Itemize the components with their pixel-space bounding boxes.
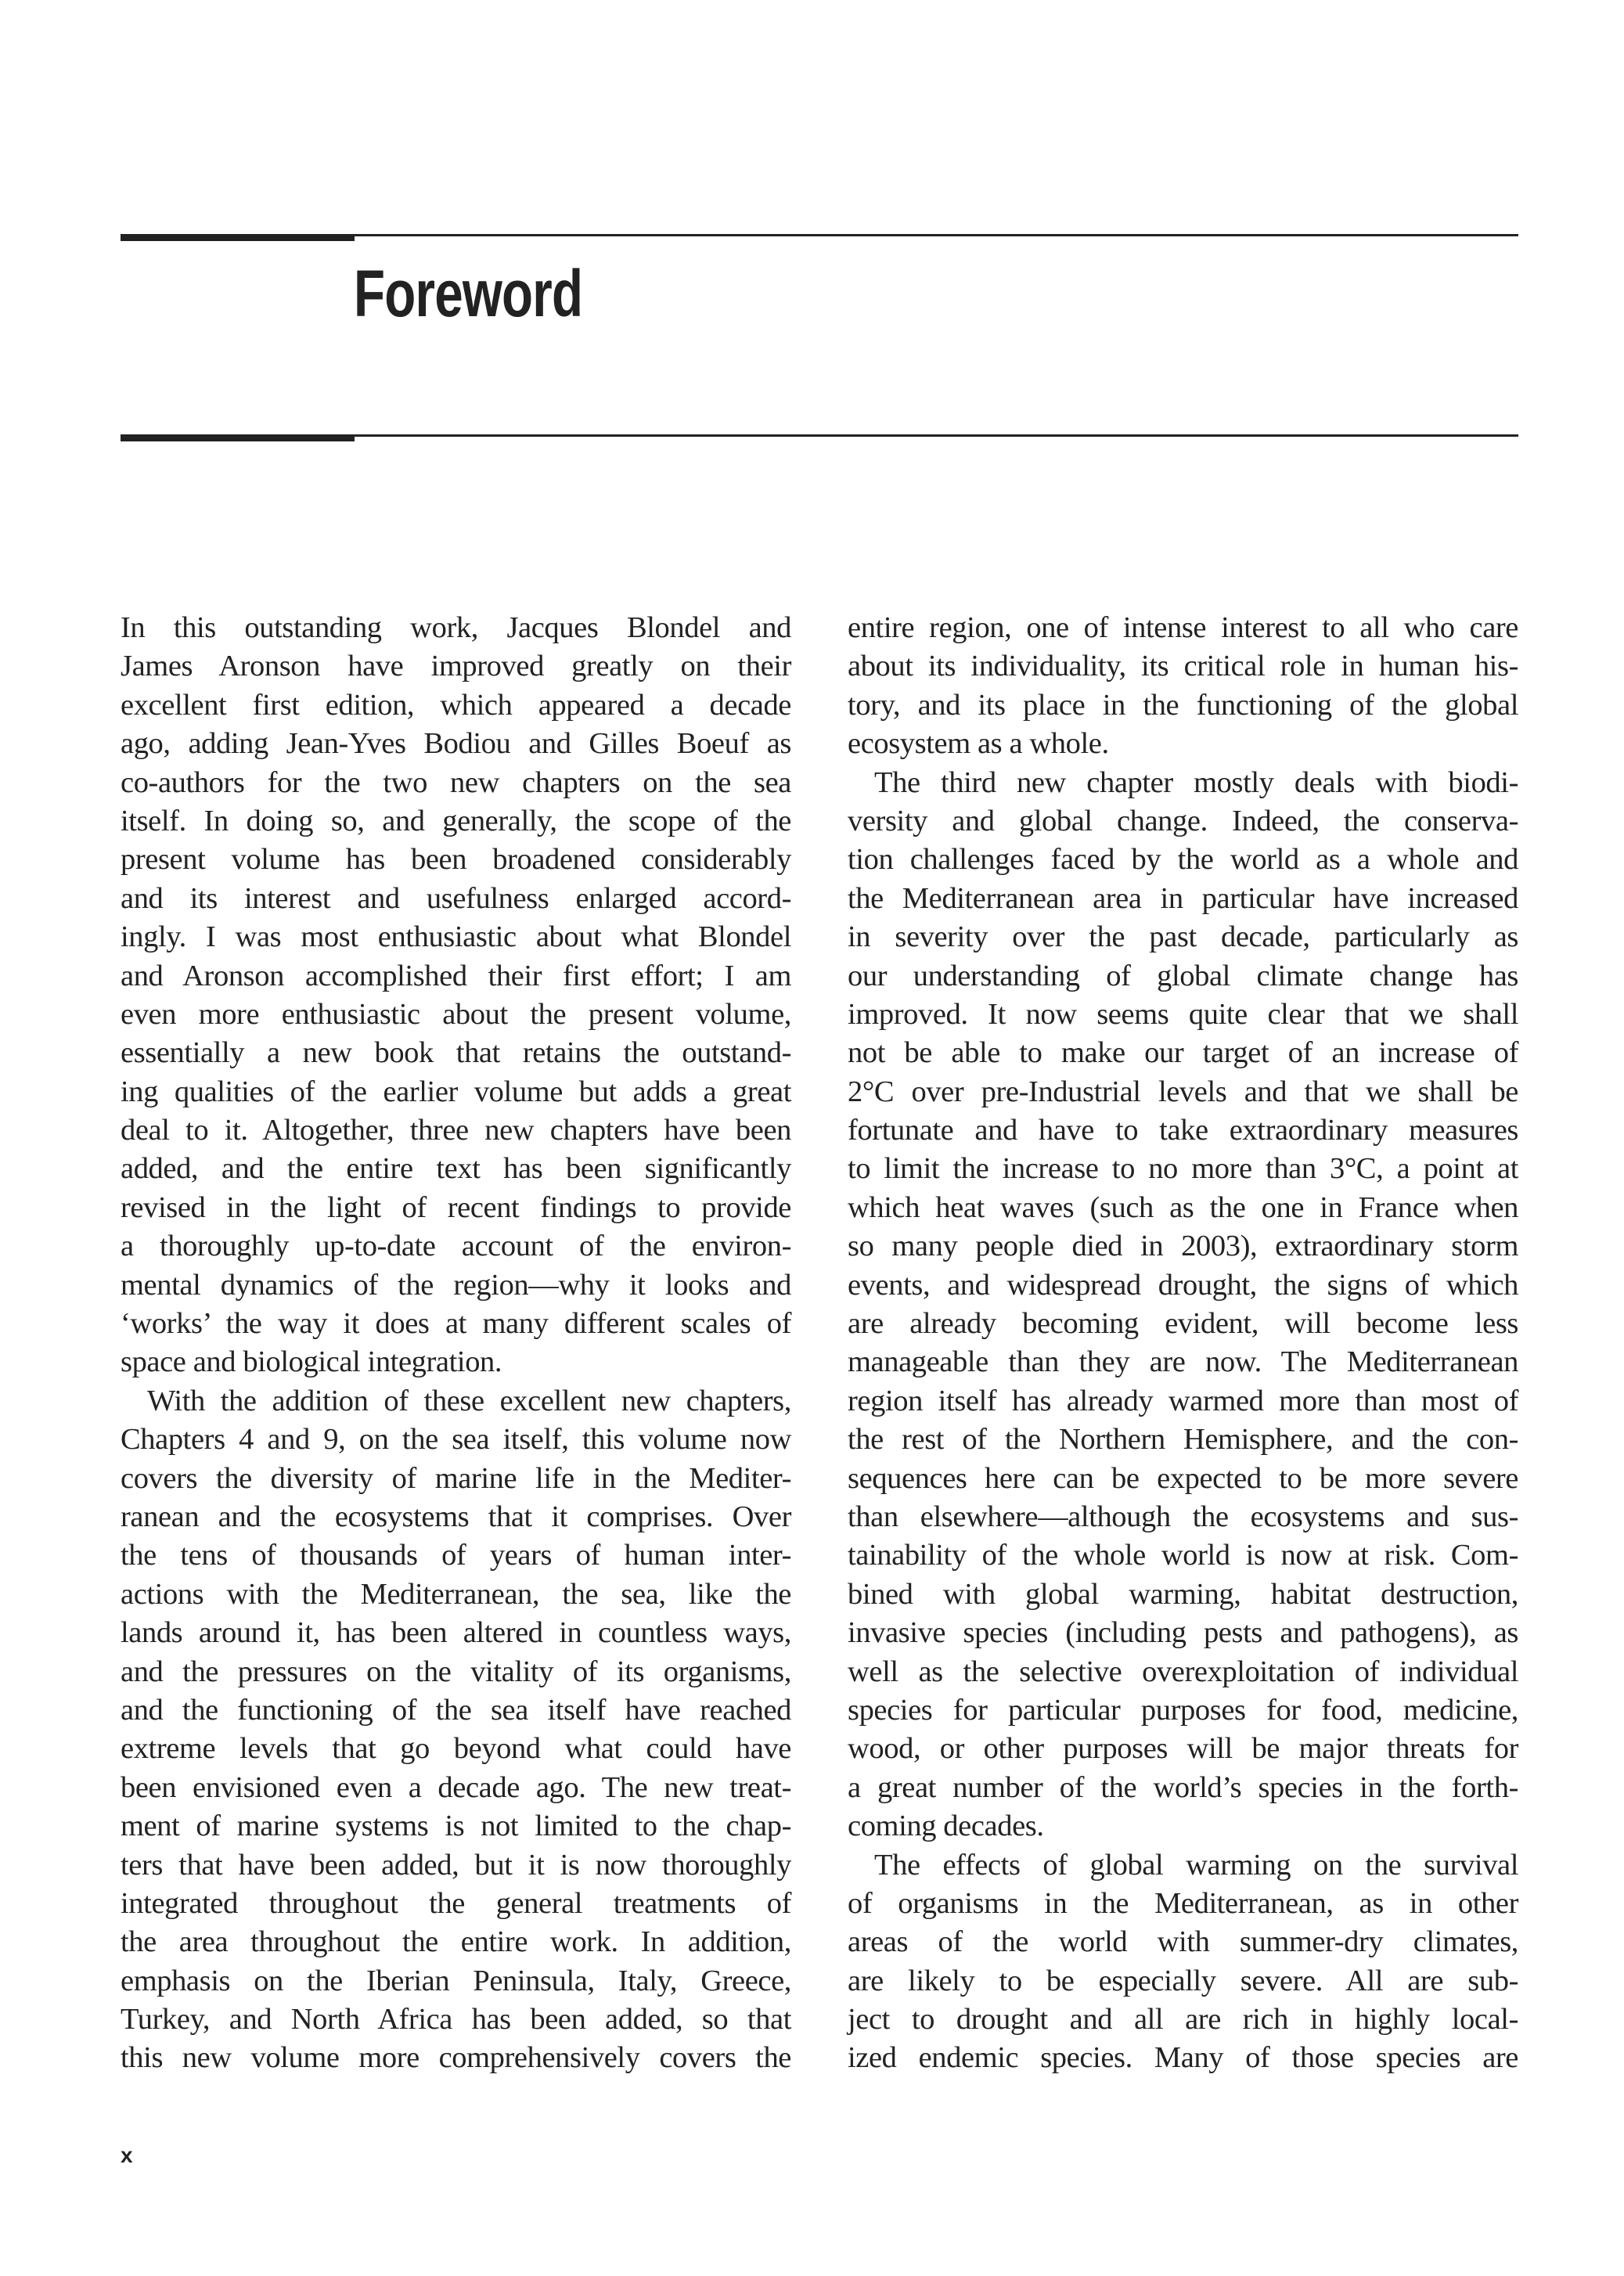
text-line: ago, adding Jean-Yves Bodiou and Gilles Boeuf as (121, 727, 791, 761)
text-line: deal to it. Altogether, three new chapters have been (121, 1114, 791, 1147)
text-line: events, and widespread drought, the signs of which (848, 1268, 1518, 1302)
text-line: about its individuality, its critical role in human his- (848, 650, 1518, 683)
text-line: co-authors for the two new chapters on the sea (121, 765, 791, 799)
text-line: been envisioned even a decade ago. The new treat- (121, 1770, 791, 1804)
right-text-column (848, 609, 1518, 2078)
text-line: well as the selective overexploitation of individual (848, 1655, 1518, 1688)
text-line: ranean and the ecosystems that it comprises. Over (121, 1500, 791, 1533)
text-line: are likely to be especially severe. All are sub- (848, 1964, 1518, 1997)
text-line: and the pressures on the vitality of its organisms, (121, 1655, 791, 1688)
text-line: which heat waves (such as the one in France when (848, 1190, 1518, 1224)
text-line: tory, and its place in the functioning of the global (848, 688, 1518, 722)
left-text-column (121, 609, 791, 2078)
text-line: the tens of thousands of years of human inter- (121, 1539, 791, 1572)
text-line: ment of marine systems is not limited to the chap- (121, 1810, 791, 1843)
text-line: excellent first edition, which appeared a decade (121, 688, 791, 722)
text-line: to limit the increase to no more than 3°C, a point at (848, 1152, 1518, 1186)
text-line: James Aronson have improved greatly on their (121, 650, 791, 683)
text-line: integrated throughout the general treatments of (121, 1886, 791, 1920)
text-line: space and biological integration. (121, 1345, 502, 1379)
text-line: region itself has already warmed more than most of (848, 1384, 1518, 1417)
text-line: The third new chapter mostly deals with biodi- (874, 765, 1518, 799)
text-line: so many people died in 2003), extraordinary storm (848, 1230, 1518, 1263)
text-line: species for particular purposes for food, medicine, (848, 1693, 1518, 1727)
text-line: the Mediterranean area in particular have increased (848, 881, 1518, 915)
text-line: mental dynamics of the region—why it looks and (121, 1268, 791, 1302)
text-line: are already becoming evident, will become less (848, 1307, 1518, 1341)
text-line: extreme levels that go beyond what could have (121, 1732, 791, 1766)
text-line: revised in the light of recent findings to provide (121, 1190, 791, 1224)
text-line: ject to drought and all are rich in highly local- (848, 2003, 1518, 2037)
text-line: added, and the entire text has been significantly (121, 1152, 791, 1186)
text-line: tainability of the whole world is now at risk. Com- (848, 1539, 1518, 1572)
text-line: the rest of the Northern Hemisphere, and the con- (848, 1423, 1518, 1457)
text-line: a great number of the world’s species in the forth- (848, 1770, 1518, 1804)
text-line: of organisms in the Mediterranean, as in other (848, 1886, 1518, 1920)
text-line: covers the diversity of marine life in the Mediter- (121, 1461, 791, 1495)
text-line: ecosystem as a whole. (848, 727, 1109, 761)
text-line: even more enthusiastic about the present volume, (121, 997, 791, 1031)
text-line: emphasis on the Iberian Peninsula, Italy, Greece, (121, 1964, 791, 1997)
text-line: lands around it, has been altered in countless ways, (121, 1616, 791, 1650)
text-line: in severity over the past decade, particularly as (848, 920, 1518, 954)
text-line: ized endemic species. Many of those species are (848, 2041, 1518, 2075)
text-line: not be able to make our target of an increase of (848, 1036, 1518, 1070)
text-line: essentially a new book that retains the outstand- (121, 1036, 791, 1070)
text-line: ‘works’ the way it does at many different scales of (121, 1307, 791, 1341)
text-line: improved. It now seems quite clear that we shall (848, 997, 1518, 1031)
chapter-title: Foreword (354, 257, 583, 330)
text-line: itself. In doing so, and generally, the scope of the (121, 804, 791, 837)
top-chapter-rule (121, 234, 1518, 241)
thick-rule-bar (121, 434, 355, 441)
bottom-chapter-rule (121, 434, 1518, 441)
text-line: and its interest and usefulness enlarged accord- (121, 881, 791, 915)
text-line: sequences here can be expected to be more severe (848, 1461, 1518, 1495)
text-line: Chapters 4 and 9, on the sea itself, this volume now (121, 1423, 791, 1457)
text-line: wood, or other purposes will be major threats for (848, 1732, 1518, 1766)
text-line: ters that have been added, but it is now thoroughly (121, 1848, 791, 1882)
text-line: areas of the world with summer-dry climates, (848, 1925, 1518, 1959)
text-line: With the addition of these excellent new chapters, (147, 1384, 791, 1417)
thick-rule-bar (121, 234, 355, 241)
text-line: bined with global warming, habitat destruction, (848, 1577, 1518, 1611)
text-line: ing qualities of the earlier volume but adds a great (121, 1075, 791, 1108)
text-line: The effects of global warming on the survival (874, 1848, 1518, 1882)
text-line: invasive species (including pests and pathogens), as (848, 1616, 1518, 1650)
text-line: present volume has been broadened considerably (121, 843, 791, 877)
text-line: In this outstanding work, Jacques Blondel and (121, 611, 791, 644)
text-line: our understanding of global climate change has (848, 959, 1518, 992)
text-line: this new volume more comprehensively covers the (121, 2041, 791, 2075)
text-line: actions with the Mediterranean, the sea, like the (121, 1577, 791, 1611)
text-line: entire region, one of intense interest to all who care (848, 611, 1518, 644)
text-line: versity and global change. Indeed, the conserva- (848, 804, 1518, 837)
page-number: x (121, 2143, 133, 2167)
text-line: and the functioning of the sea itself have reached (121, 1693, 791, 1727)
text-line: tion challenges faced by the world as a whole and (848, 843, 1518, 877)
text-line: 2°C over pre-Industrial levels and that we shall be (848, 1075, 1518, 1108)
text-line: manageable than they are now. The Mediterranean (848, 1345, 1518, 1379)
text-line: coming decades. (848, 1810, 1044, 1843)
text-line: a thoroughly up-to-date account of the environ- (121, 1230, 791, 1263)
text-line: ingly. I was most enthusiastic about what Blondel (121, 920, 791, 954)
text-line: the area throughout the entire work. In addition, (121, 1925, 791, 1959)
text-line: and Aronson accomplished their first effort; I am (121, 959, 791, 992)
text-line: fortunate and have to take extraordinary measures (848, 1114, 1518, 1147)
text-line: Turkey, and North Africa has been added, so that (121, 2003, 791, 2037)
text-line: than elsewhere—although the ecosystems and sus- (848, 1500, 1518, 1533)
